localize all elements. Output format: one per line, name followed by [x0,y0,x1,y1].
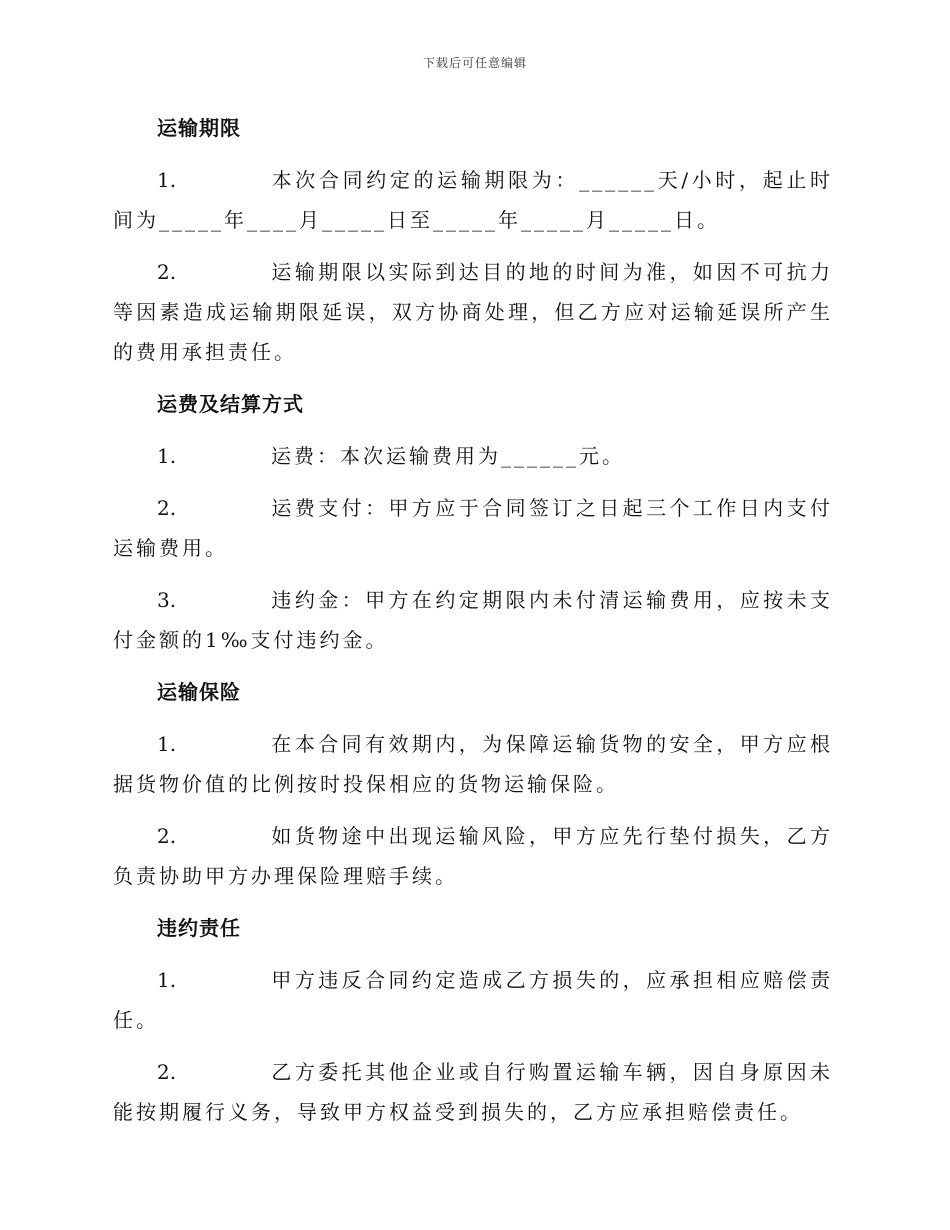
clause-number: 1. [157,444,177,468]
clause-number: 2. [157,496,177,520]
clause-number: 1. [157,968,177,992]
clause-text: 运费支付：甲方应于合同签订之日起三个工作日内支付运输费用。 [113,496,833,560]
clause-number: 1. [157,732,177,756]
section-transport-insurance [113,672,833,896]
clause-text: 在本合同有效期内，为保障运输货物的安全，甲方应根据货物价值的比例按时投保相应的货物运输保险。 [113,732,833,796]
clause-number: 2. [157,1060,177,1084]
clause-text: 运输期限以实际到达目的地的时间为准，如因不可抗力等因素造成运输期限延误，双方协商处理，但乙方应对运输延误所产生的费用承担责任。 [113,260,833,364]
clause-item [113,160,833,240]
clause-item [113,252,833,372]
clause-item [113,488,833,568]
clause-number: 1. [157,168,177,192]
section-heading: 运输保险 [157,680,241,704]
section-liability [113,908,833,1132]
page-header: 下载后可任意编辑 [422,56,527,70]
clause-item [113,960,833,1040]
section-heading: 运费及结算方式 [157,392,304,416]
clause-number: 2. [157,824,177,848]
clause-number: 2. [157,260,177,284]
section-heading: 运输期限 [157,116,241,140]
clause-text: 甲方违反合同约定造成乙方损失的，应承担相应赔偿责任。 [113,968,833,1032]
clause-text: 如货物途中出现运输风险，甲方应先行垫付损失，乙方负责协助甲方办理保险理赔手续。 [113,824,833,888]
section-transport-period [113,108,833,372]
clause-item [113,1052,833,1132]
section-freight-settlement [113,384,833,660]
clause-number: 3. [157,588,177,612]
clause-item [113,724,833,804]
clause-item [113,580,833,660]
clause-item [113,436,833,476]
clause-text: 违约金：甲方在约定期限内未付清运输费用，应按未支付金额的1‰支付违约金。 [113,588,833,652]
clause-text: 运费：本次运输费用为______元。 [271,444,625,468]
section-heading: 违约责任 [157,916,241,940]
document-body [113,108,833,1144]
clause-item [113,816,833,896]
clause-text: 本次合同约定的运输期限为：______天/小时，起止时间为_____年____月_____日至_____年_____月_____日。 [113,168,833,232]
clause-text: 乙方委托其他企业或自行购置运输车辆，因自身原因未能按期履行义务，导致甲方权益受到损失的，乙方应承担赔偿责任。 [113,1060,833,1124]
